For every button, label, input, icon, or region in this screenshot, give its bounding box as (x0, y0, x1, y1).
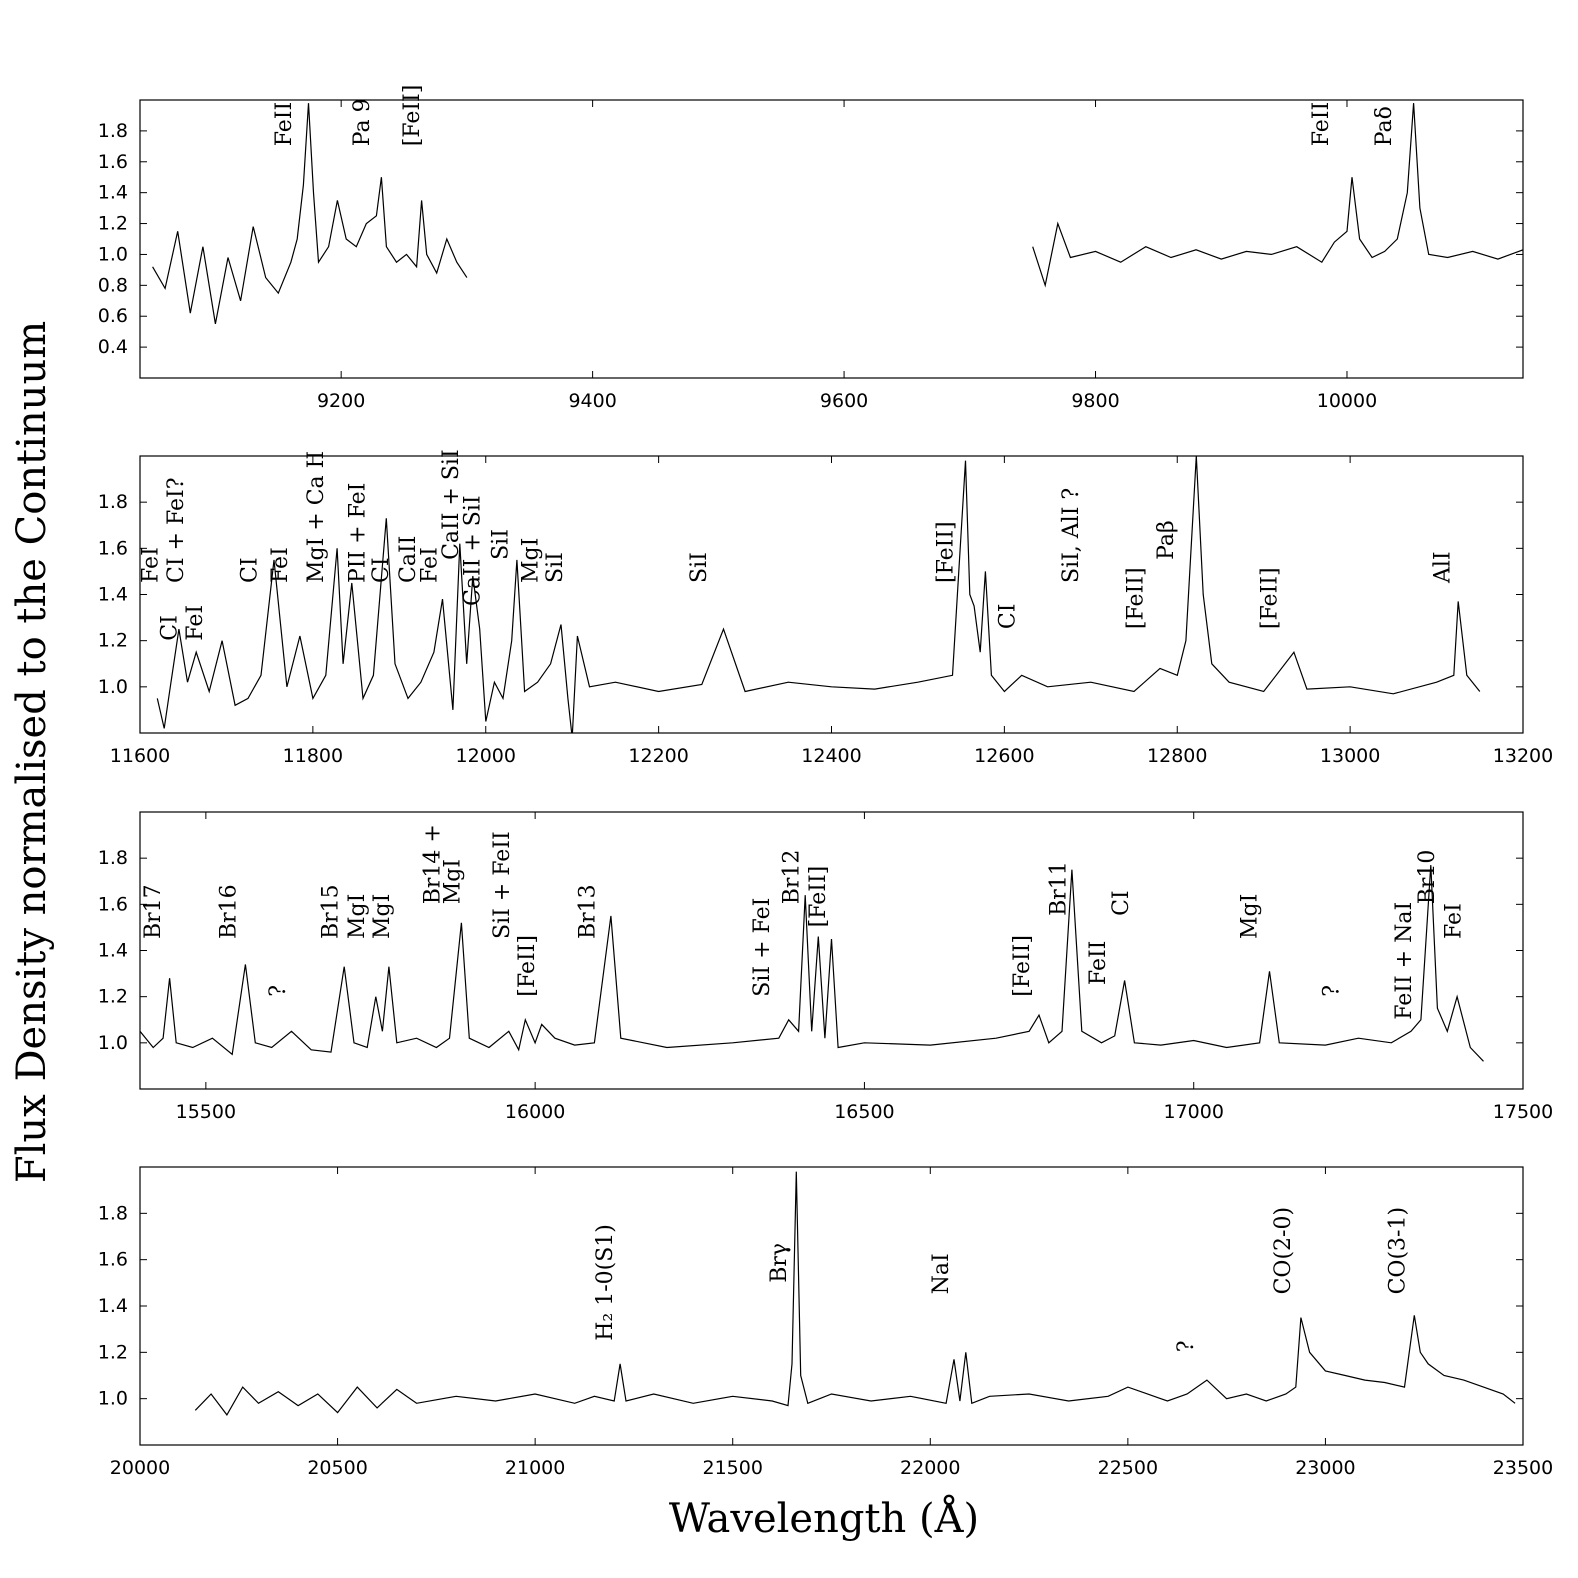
line-identification-label: Br13 (575, 884, 601, 939)
line-identification-label: SiI (542, 552, 568, 583)
line-identification-label: [FeII] (514, 935, 540, 997)
line-identification-label: FeII + NaI (1392, 901, 1417, 1020)
x-tick-label: 23500 (1492, 1457, 1554, 1479)
line-identification-label: Paβ (1153, 520, 1179, 560)
panel-frame (140, 1167, 1523, 1445)
y-tick-label: 0.6 (97, 305, 128, 328)
x-tick-label: 13000 (1319, 745, 1381, 767)
y-tick-label: 1.2 (97, 1341, 128, 1364)
line-identification-label: Brγ (767, 1242, 793, 1283)
line-identification-label: SiI + FeI (749, 897, 775, 997)
line-identification-label: Br16 (216, 884, 242, 939)
x-axis-title: Wavelength (Å) (668, 1496, 980, 1542)
y-tick-label: 1.0 (97, 243, 128, 266)
line-identification-label: AlI (1430, 551, 1456, 583)
y-tick-label: 1.6 (97, 537, 128, 560)
y-tick-label: 1.6 (97, 893, 128, 916)
y-tick-label: 1.0 (97, 1031, 128, 1054)
y-tick-label: 1.6 (97, 1248, 128, 1271)
line-identification-label: FeI (417, 547, 443, 583)
y-tick-label: 1.4 (97, 939, 128, 962)
line-identification-label: NaI (929, 1253, 955, 1295)
x-tick-label: 21500 (702, 1457, 763, 1479)
x-tick-label: 16500 (834, 1101, 895, 1123)
x-tick-label: 23000 (1295, 1457, 1356, 1479)
x-tick-label: 12800 (1147, 745, 1208, 767)
line-identification-label: CaII (395, 535, 421, 583)
line-identification-label: Br11 (1046, 861, 1072, 916)
y-tick-label: 1.8 (97, 491, 128, 514)
line-identification-label: H₂ 1-0(S1) (593, 1224, 619, 1341)
x-tick-label: 16000 (504, 1101, 566, 1123)
line-identification-label: [FeII] (933, 521, 959, 583)
x-tick-label: 10000 (1316, 390, 1378, 412)
line-identification-label: CI + FeI? (164, 477, 190, 583)
line-identification-label: CaII + SiI (439, 449, 465, 560)
y-tick-label: 1.2 (97, 212, 128, 235)
x-tick-label: 13200 (1492, 745, 1554, 767)
line-identification-label: SiI + FeII (489, 831, 515, 939)
line-identification-label: [FeII] (1010, 935, 1036, 997)
x-tick-label: 20000 (109, 1457, 171, 1479)
line-identification-label: MgI (369, 893, 395, 939)
line-identification-label: Br15 (318, 884, 344, 939)
line-identification-label: [FeII] (1257, 567, 1283, 630)
x-tick-label: 17500 (1492, 1101, 1554, 1123)
y-tick-label: 1.2 (97, 985, 128, 1008)
y-tick-label: 1.6 (97, 150, 128, 173)
panel-4 (98, 1167, 1553, 1479)
line-identification-label: MgI (440, 858, 466, 905)
x-tick-label: 22000 (900, 1457, 961, 1479)
line-identification-label: MgI (518, 537, 544, 583)
spectrum-line-1 (195, 1172, 1515, 1415)
x-tick-label: 17000 (1163, 1101, 1224, 1123)
line-identification-label: MgI (344, 893, 370, 939)
line-identification-label: CI (369, 557, 395, 583)
line-identification-label: Br17 (140, 884, 166, 939)
line-identification-label: ? (1174, 1340, 1200, 1353)
y-tick-label: 1.0 (97, 1387, 128, 1410)
line-identification-label: Br10 (1415, 849, 1441, 905)
line-identification-label: FeII (1309, 101, 1335, 147)
x-tick-label: 9200 (316, 390, 366, 412)
line-identification-label: Pa 9 (349, 98, 375, 147)
x-tick-label: 9800 (1071, 390, 1120, 412)
line-identification-label: SiI (488, 529, 514, 560)
line-identification-label: CO(3-1) (1385, 1206, 1411, 1295)
x-tick-label: 9400 (568, 390, 617, 412)
y-tick-label: 1.4 (97, 181, 128, 204)
x-tick-label: 12400 (801, 745, 862, 767)
x-tick-label: 20500 (307, 1457, 368, 1479)
line-identification-label: [FeII] (1123, 567, 1149, 630)
line-identification-label: FeI (183, 604, 209, 641)
x-tick-label: 12200 (628, 745, 689, 767)
panel-3 (98, 812, 1553, 1123)
line-identification-label: FeI (267, 547, 293, 583)
line-identification-label: FeII (271, 101, 297, 147)
x-tick-label: 21000 (504, 1457, 566, 1479)
x-tick-label: 9600 (819, 390, 869, 412)
x-tick-label: 15500 (175, 1101, 237, 1123)
panel-2 (98, 449, 1553, 767)
line-identification-label: ? (1319, 984, 1345, 997)
y-tick-label: 1.4 (97, 1295, 128, 1317)
spectrum-line-2 (1033, 103, 1523, 285)
x-tick-label: 12600 (974, 745, 1035, 767)
line-identification-label: MgI + Ca II (304, 450, 330, 583)
line-identification-label: ? (265, 984, 291, 997)
x-tick-label: 11600 (109, 745, 171, 767)
line-identification-label: SiI (687, 552, 713, 583)
y-tick-label: 0.4 (97, 336, 128, 359)
line-identification-label: FeI (138, 547, 164, 583)
y-tick-label: 1.8 (97, 1202, 128, 1225)
x-tick-label: 11800 (282, 745, 344, 767)
y-tick-label: 1.2 (97, 629, 128, 652)
line-identification-label: CaII + SiI (460, 495, 486, 606)
spectrum-panels (98, 85, 1553, 1479)
line-identification-label: Paδ (1372, 106, 1397, 147)
x-tick-label: 22500 (1097, 1457, 1159, 1479)
line-identification-label: [FeII] (400, 84, 426, 147)
y-axis-title: Flux Density normalised to the Continuum (9, 320, 55, 1184)
line-identification-label: CI (1108, 890, 1134, 916)
line-identification-label: Br12 (779, 849, 805, 905)
line-identification-label: CO(2-0) (1270, 1206, 1296, 1295)
line-identification-label: MgI (1237, 893, 1263, 939)
line-identification-label: PII + FeI (345, 482, 371, 583)
line-identification-label: FeII (1085, 940, 1111, 986)
line-identification-label: CI (995, 603, 1021, 630)
line-identification-label: CI (237, 557, 263, 583)
line-identification-label: FeI (1441, 903, 1467, 939)
panel-frame (140, 812, 1523, 1089)
panel-1 (98, 85, 1523, 412)
line-identification-label: CI (157, 615, 183, 641)
y-tick-label: 1.8 (97, 847, 128, 870)
line-identification-label: Br14 + (420, 824, 446, 905)
y-tick-label: 1.4 (97, 583, 128, 606)
y-tick-label: 0.8 (97, 274, 128, 297)
x-tick-label: 12000 (455, 745, 516, 767)
line-identification-label: SiI, AlI ? (1058, 487, 1084, 583)
line-identification-label: [FeII] (805, 865, 831, 928)
y-tick-label: 1.0 (97, 675, 128, 698)
y-tick-label: 1.8 (97, 119, 128, 142)
